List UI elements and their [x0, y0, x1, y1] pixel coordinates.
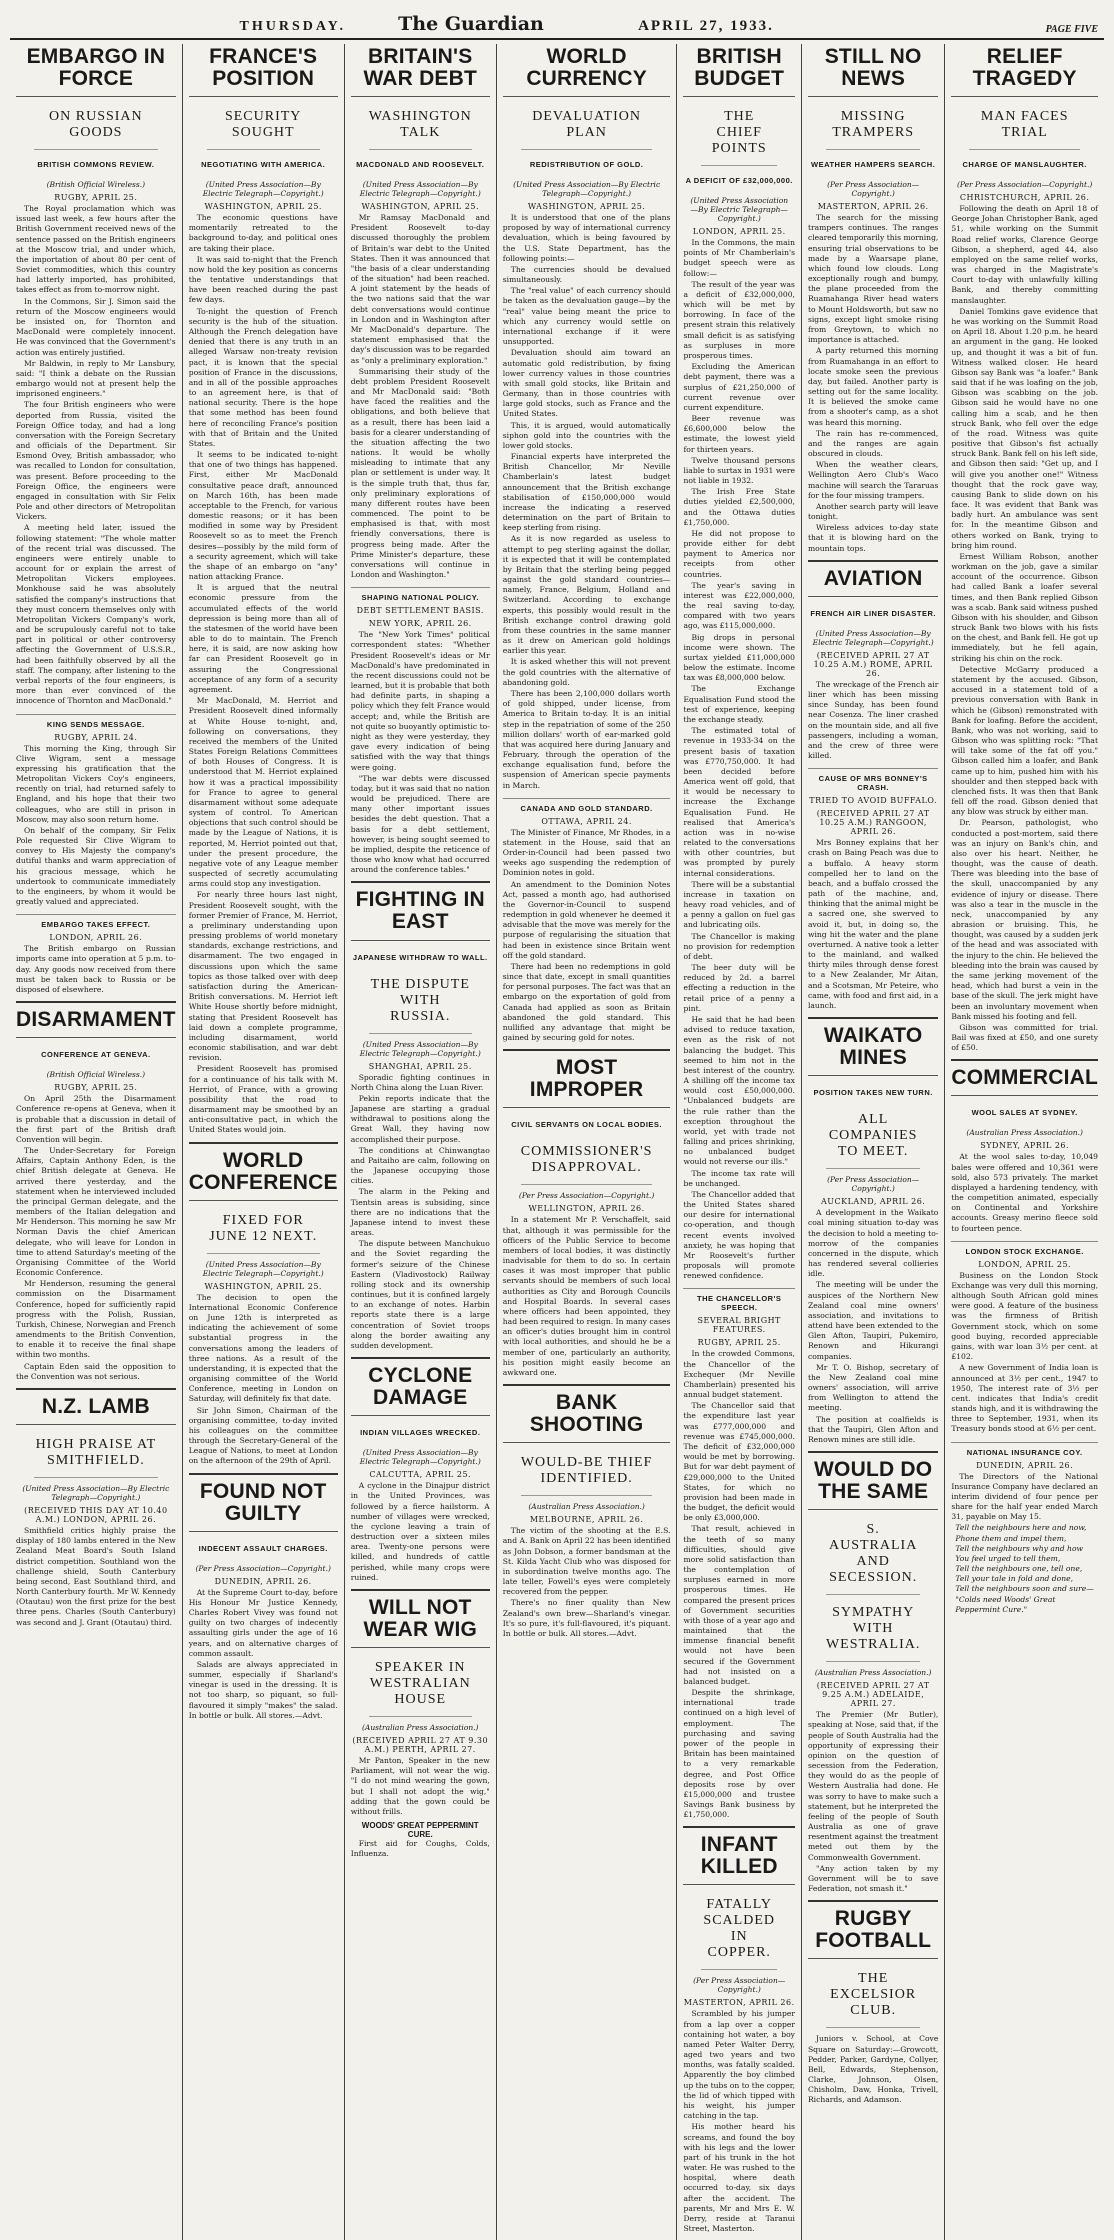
news-story	[503, 1384, 671, 1639]
story-credit: (United Press Association—By Electric Telegraph—Copyright.)	[513, 180, 661, 199]
verse-line: You feel urged to tell them,	[955, 1553, 1061, 1563]
story-subdeck: INDECENT ASSAULT CHARGES.	[198, 1543, 328, 1553]
story-credit: (Per Press Association—Copyright.)	[827, 180, 920, 199]
story-paragraph: The estimated total of revenue in 1933-34 on the present basis of taxation was £770,750,000. It had been decided before America went off gold, that it would be necessary to increase the Exchange Equalisation Fund. He realised that America's action was in no-wise related to the conversations with other countries, but was prompted by purely internal considerations.	[683, 726, 795, 878]
story-credit: (United Press Association—By Electric Telegraph—Copyright.)	[202, 180, 324, 199]
story-dateline: WASHINGTON, APRIL 25.	[527, 202, 646, 212]
column-6	[802, 44, 945, 2240]
story-credit: (Per Press Association—Copyright.)	[693, 1976, 786, 1995]
news-story	[189, 1142, 338, 1467]
story-dateline: (RECEIVED APRIL 27 AT 10.25 A.M.) ROME, APRIL 26.	[813, 650, 933, 678]
story-paragraph: He said that he had been advised to reduce taxation, even as the risk of not balancing the budget. This seemed to him not in the best interest of the country. A shilling off the income tax would cost £50,000,000. "Unbalanced budgets are the rule rather than the exception throughout the world, yet with trade not falling and prices shrinking, no unbalanced budget would not reverse our ills."	[683, 1014, 795, 1167]
story-paragraph: The year's saving in interest was £22,000,000, the real saving to-day, compared with two years ago, was £115,000,000.	[683, 580, 795, 631]
story-paragraph: The position at coalfields is that the Taupiri, Glen Afton and Renown mines are still idle.	[807, 1414, 939, 1444]
story-paragraph: His mother heard his screams, and found the boy with his legs and the lower part of his trunk in the hot water. He was rushed to the hospital, where death occurred to-day, six days after the accident. The parents, Mr and Mrs E. W. Derry, reside at Taranui Street, Masterton.	[683, 2122, 795, 2234]
verse-line: Tell the neighbours why and how	[955, 1543, 1084, 1553]
story-paragraph: It is asked whether this will not prevent the gold countries with the alternative of abandoning gold.	[502, 657, 671, 687]
news-story	[351, 1589, 490, 1859]
story-subdeck: CONFERENCE AT GENEVA.	[41, 1050, 151, 1060]
news-story	[16, 1001, 176, 1382]
sub-deck: TRIED TO AVOID BUFFALO.	[809, 796, 937, 806]
verse-line: Tell the neighbours soon and sure—	[955, 1584, 1094, 1594]
story-credit: (Australian Press Association.)	[528, 1502, 645, 1512]
story-headline: BRITAIN'S WAR DEBT	[351, 44, 490, 97]
column-2	[183, 44, 345, 2240]
story-paragraph: When the weather clears, Wellington Aero Club's Waco machine will search the Tararuas for the four missing trampers.	[807, 460, 939, 500]
story-subdeck: A DEFICIT OF £32,000,000.	[685, 176, 793, 186]
column-4	[497, 44, 678, 2240]
sub-paragraph: This morning the King, through Sir Clive Wigram, sent a message expressing his gratification that the Metropolitan Vickers Coy's engineers, recently on trial, had returned safely to England, and his hope that their two colleagues, who are still in prison in Moscow, may also soon return home.	[16, 743, 176, 824]
news-story	[683, 1826, 795, 2234]
story-deck: S. AUSTRALIA AND SECESSION.	[826, 1518, 920, 1595]
story-paragraph: The Chancellor added that the United States shared our desire for international co-operation, and though recent events involved anxiety, he was hoping that Mr Roosevelt's further proposals will promote renewed confidence.	[683, 1189, 795, 1281]
masthead-page-number: PAGE FIVE	[1045, 24, 1098, 35]
story-headline: BANK SHOOTING	[503, 1384, 671, 1443]
story-paragraph: A development in the Waikato coal mining situation to-day was the decision to hold a meeting to-morrow of the companies concerned in the dispute, which has rendered several collieries idle.	[807, 1208, 939, 1279]
story-dateline: SHANGHAI, APRIL 25.	[368, 1061, 472, 1071]
story-headline: N.Z. LAMB	[16, 1388, 176, 1425]
story-credit: (United Press Association—By Electric Telegraph—Copyright.)	[359, 1448, 481, 1467]
story-dateline: MASTERTON, APRIL 26.	[683, 1998, 795, 2008]
story-deck: THE CHIEF POINTS	[701, 105, 777, 166]
story-paragraph: At the Supreme Court to-day, before His Honour Mr Justice Kennedy, Charles Robert Vivey was found not guilty on two charges of indecently assaulting girls under the age of 16 years, and on alternative charges of common assault.	[188, 1587, 338, 1658]
story-credit: (United Press Association—By Electric Telegraph—Copyright.)	[202, 1259, 324, 1278]
story-subdeck: WOOL SALES AT SYDNEY.	[971, 1108, 1078, 1118]
story-credit: (Per Press Association—Copyright.)	[956, 180, 1093, 190]
story-paragraph: It is understood that one of the plans proposed by way of international currency devaluation, which is being favoured by the U.S. State Department, has the following points:—	[502, 213, 671, 263]
story-paragraph: President Roosevelt has promised for a continuance of his talk with M. Herriot, of France, with a growing possibility that the road to disarmament may be smoothed by an anti-consultative pact, in which the United States would join.	[188, 1064, 338, 1135]
story-paragraph: The Under-Secretary for Foreign Affairs, Captain Anthony Eden, is the chief British delegate at Geneva. He arrived there yesterday, and the statement when he interviewed included the principal German delegate, and the members of the Italian delegation and Mr Henderson. This morning he saw Mr Norman Davis the chief American delegate, who will leave for London in time to attend Saturday's meeting of the Organising Committee of the World Economic Conference.	[16, 1146, 176, 1278]
sub-paragraph: Despite the shrinkage, international trade continued on a high level of employment. The purchasing and saving power of the people in Britain has been maintained to a very remarkable degree, and Post Office deposits rose by over £15,000,000 and trustee Savings Bank business by £1,750,000.	[683, 1688, 795, 1820]
story-subdeck: WEATHER HAMPERS SEARCH.	[811, 160, 936, 170]
story-headline: WORLD CURRENCY	[503, 44, 671, 97]
story-paragraph: Summarising their study of the debt problem President Roosevelt and Mr MacDonald said: "Both have faced the realities and the obligations, and both believe that as a result, there has been laid a basis for a clearer understanding of the situation affecting the two nations. It would be wholly misleading to intimate that any plan or settlement is under way. It is the simple truth that, thus far, only preliminary explorations of many different routes have been commenced. The point to be emphasised is that, with most friendly conversations, there is progress being made. After the Prime Minister's departure, these conversations will continue in London and Washington."	[350, 366, 490, 580]
news-story	[503, 44, 671, 1043]
story-dateline: CALCUTTA, APRIL 25.	[369, 1470, 472, 1480]
story-paragraph: A party returned this morning from Ruamahanga in an effort to locate smoke seen the previous day, but failed. Another party is setting out for the same locality. It is believed the smoke came from a shooter's camp, as a shot was heard this morning.	[807, 346, 939, 427]
masthead-date: APRIL 27, 1933.	[638, 18, 774, 34]
story-credit: (Per Press Association—Copyright.)	[827, 1175, 920, 1194]
sub-dateline: LONDON, APRIL 26.	[49, 933, 143, 943]
story-deck: ON RUSSIAN GOODS	[34, 105, 158, 150]
story-subdeck: NEGOTIATING WITH AMERICA.	[201, 160, 326, 170]
story-paragraph: Mr Ramsay MacDonald and President Roosevelt to-day discussed thoroughly the problem of Britain's war debt to the United States. Then it was announced that "the basis of a clear understanding of the situation" had been reached. A joint statement by the heads of the two nations said that the war debt conversations would continue in London and in Washington after Mr MacDonald's departure. The statement emphasised that the day's discussion was to be regarded as "only a preliminary exploration."	[350, 213, 490, 365]
story-paragraph: Mr T. O. Bishop, secretary of the New Zealand coal mine owners' association, will arrive from Wellington to attend the meeting.	[807, 1362, 939, 1413]
story-subdeck: REDISTRIBUTION OF GOLD.	[529, 160, 644, 170]
sub-paragraph: The Chancellor said that the expenditure last year was £777,000,000 and revenue was £745,000,000. The deficit of £32,000,000 would be met by borrowing. But for war debt payment of £29,000,000 to the United States, for which no provision had been made in the budget, the deficit would be only £3,000,000.	[683, 1401, 795, 1523]
column-3	[345, 44, 497, 2240]
story-paragraph: The beer duty will be reduced by 2d. a barrel effecting a reduction in the retail price of a penny a pint.	[683, 963, 795, 1013]
story-paragraph: It is argued that the neutral economic pressure from the accumulated effects of the world depression is being more than all of the statesmen of the world have been able to do to maintain. The French here, it is said, are now asking how far can President Roosevelt go in assuring the Congressional acceptance of any form of a security agreement.	[188, 583, 338, 694]
news-story	[808, 1451, 938, 1894]
story-subdeck: MACDONALD AND ROOSEVELT.	[356, 160, 485, 170]
story-paragraph: Excluding the American debt payment, there was a surplus of £21,250,000 of current revenue over current expenditure.	[683, 362, 795, 412]
sub-paragraph: The "New York Times" political correspondent states: "Whether President Roosevelt's ideas or Mr MacDonald's have predominated in the recent discussions could not be learned, but it is probable that both had definite parts, in shaping a policy which they felt France would accept; and, while the British are not quite so buoyantly optimistic to-night as they were yesterday, they gave every indication of being satisfied with the way that things were going.	[350, 630, 490, 772]
sub-headline: NATIONAL INSURANCE COY.	[951, 1442, 1098, 1457]
story-paragraph: A meeting held later, issued the following statement: "The whole matter of the recent trial was discussed. The engineers were entirely unable to account for or explain the arrest of Metropolitan Vickers employees. Monkhouse said he was absolutely satisfied the company's instructions that they must concern themselves only with Metropolitan Vickers Company's work, and be scrupulously careful not to take part in political or other controversy affecting the Government of U.S.S.R., had been faithfully observed by all the staff. The company, after listening to the verbal reports of the four engineers, is more than ever convinced of the innocence of Thornton and MacDonald."	[16, 523, 176, 706]
story-deck: THE EXCELSIOR CLUB.	[826, 1967, 920, 2028]
story-paragraph: On April 25th the Disarmament Conference re-opens at Geneva, when it is probable that a discussion in detail of the first part of the British draft Convention will begin.	[16, 1094, 176, 1144]
story-paragraph: For nearly three hours last night, President Roosevelt sought, with the former Premier of France, M. Herriot, a preliminary understanding upon pressing problems of world monetary standards, exchange restrictions, and disarmament. The two engaged in discussions upon which the same topics as those talked over with deep satisfaction during the American-British conversations. M. Herriot left White House shortly before midnight, stating that President Roosevelt has laid down a complete programme, including disarmament, world economic stabilisation, and war debt revision.	[188, 890, 338, 1063]
story-deck-secondary: THE DISPUTE WITH RUSSIA.	[369, 973, 472, 1034]
news-story	[951, 1059, 1098, 1615]
news-story	[808, 44, 938, 554]
story-paragraph: As it is now regarded as useless to attempt to peg sterling against the dollar, it is expected that it will be contemplated by Britain that the sterling being pegged against the gold standard countries—namely, France, Belgium, Holland and Switzerland. According to exchange experts, this possibly would result in the British exchange control drawing gold from these countries in the same manner as it drew on American gold holdings earlier this year.	[502, 534, 671, 656]
columns	[10, 44, 1104, 2234]
story-credit: (British Official Wireless.)	[46, 1070, 146, 1080]
story-paragraph: Mr Baldwin, in reply to Mr Lansbury, said: "I think a debate on the Russian embargo would not at present help the imprisoned engineers."	[16, 358, 176, 399]
story-paragraph: The result of the year was a deficit of £32,000,000, which will be met by borrowing. In face of the present strain this relatively small deficit is as satisfying as surpluses in more prosperous times.	[683, 279, 795, 360]
story-headline: EMBARGO IN FORCE	[16, 44, 176, 97]
advertisement-text: Salads are always appreciated in summer, especially if Sharland's vinegar is used in the dressing. It is not too sharp, so piquant, so full-flavoured it simply "makes" the salad. In bottle or bulk. All stores.—Advt.	[188, 1659, 338, 1720]
story-deck: HIGH PRAISE AT SMITHFIELD.	[34, 1433, 158, 1478]
story-paragraph: The currencies should be devalued simultaneously.	[502, 264, 671, 285]
story-deck: MAN FACES TRIAL	[969, 105, 1080, 150]
story-credit: (Per Press Association—Copyright.)	[518, 1191, 655, 1201]
masthead	[10, 10, 1104, 40]
story-headline: STILL NO NEWS	[808, 44, 938, 97]
story-deck: SPEAKER IN WESTRALIAN HOUSE	[369, 1656, 472, 1717]
story-paragraph: It seems to be indicated to-night that one of two things has happened. First, either Mr MacDonald consultative peace draft, announced on March 16th, has been made acceptable to the French, for various domestic reasons; or it has been modified in some way by President Roosevelt so as to meet the French desires—possibly by the mild form of a security agreement, which will take the shape of an embargo on "any" nation attacking France.	[188, 450, 338, 582]
story-deck-secondary: COMMISSIONER'S DISAPPROVAL.	[521, 1140, 653, 1185]
story-dateline: WASHINGTON, APRIL 25.	[361, 202, 479, 212]
news-story	[808, 1017, 938, 1445]
story-paragraph: The four British engineers who were deported from Russia, visited the Foreign Office today, and had a long conversation with the Foreign Secretary and officials of the Department. Sir Esmond Ovey, British ambassador, who was recalled to London for consultation, was present. Before proceeding to the Foreign Office, the engineers were engaged in consultation with Sir Felix Pole and other directors of Metropolitan Vickers.	[16, 400, 176, 522]
sub-paragraph: Business on the London Stock Exchange was very dull this morning, although South African gold mines were good. A feature of the business was the firmness of British Government stock, which on some good buying, recorded appreciable gains, with war loan 3½ per cent. at £102.	[951, 1270, 1098, 1362]
story-paragraph: The wreckage of the French air liner which has been missing since Sunday, has been found near Cosenza. The liner crashed on the mountain side, and all five passengers, including a woman, and the crew of three were killed.	[807, 679, 939, 761]
story-paragraph: Mr MacDonald, M. Herriot and President Roosevelt dined informally at White House to-night, and, following on conversations, they received the members of the United States Foreign Relations Committees of both Houses of Congress. It is understood that M. Herriot explained how it was a practical impossibility for France to agree to general disarmament without some adequate system of control. To American objections that such control should be made by the League of Nations, it is reported, M. Herriot pointed out that, under the present procedure, the negative vote of any League member suspected of secretly accumulating arms could stop any investigation.	[188, 696, 338, 889]
story-dateline: CHRISTCHURCH, APRIL 26.	[959, 193, 1090, 203]
story-paragraph: The Exchange Equalisation Fund stood the test of experience, keeping the exchange steady.	[683, 684, 795, 724]
sub-headline: SHAPING NATIONAL POLICY.	[351, 587, 490, 602]
story-paragraph: The Irish Free State duties yielded £2,500,000, and the Ottawa duties £1,750,000.	[683, 487, 795, 527]
story-subdeck: CIVIL SERVANTS ON LOCAL BODIES.	[511, 1120, 663, 1130]
story-paragraph: Captain Eden said the opposition to the Convention was not serious.	[16, 1361, 176, 1381]
story-deck: WASHINGTON TALK	[369, 105, 472, 150]
story-paragraph: He did not propose to provide either for debt payment to America nor receipts from other countries.	[683, 528, 795, 579]
sub-paragraph: A new Government of India loan is announced at 3½ per cent., 1947 to 1950, The interest rate of 3½ per cent. indicates that India's credit stands high, and it is withdrawing the three to September, 1931, when its Treasury bonds stood at 6½ per cent.	[951, 1363, 1098, 1434]
story-credit: (Per Press Association—Copyright.)	[195, 1563, 331, 1573]
story-subdeck: POSITION TAKES NEW TURN.	[813, 1088, 933, 1098]
sub-paragraph: The British embargo on Russian imports came into operation at 5 p.m. to-day. Any goods now received from there must be taken back to Russia or be disposed of elsewhere.	[16, 944, 176, 994]
column-7	[945, 44, 1104, 2240]
story-paragraph: To-night the question of French security is the hub of the situation. Although the French delegation have denied that there is any truth in an alleged Warsaw non-treaty revision pact, it is known that the special position of France in the discussions, and in all of the possible approaches to an agreement here, is that of national security. There is the hope that some method has been found here of reconciling France's position with that of Britain and the United States.	[188, 306, 338, 448]
story-paragraph: The meeting will be under the auspices of the Northern New Zealand coal mine owners' association, and invitations to attend have been extended to the Glen Afton, Taupiri, Pukemiro, Renown and Hikurangi companies.	[807, 1280, 939, 1361]
story-paragraph: It was said to-night that the French now hold the key position as concerns the tentative understandings that have been reached during the past few days.	[188, 254, 338, 305]
story-paragraph: "Any action taken by my Government will be to save Federation, not smash it."	[807, 1863, 939, 1894]
story-dateline: WASHINGTON, APRIL 25.	[204, 1281, 322, 1291]
story-deck: SECURITY SOUGHT	[207, 105, 320, 150]
story-paragraph: Daniel Tomkins gave evidence that he was working on the Summit Road on April 18. About 1.20 p.m. he heard an argument in the gang. He looked up, and thought it was a bit of fun. Witness walked closer. He heard Gibson say Bank was "a loafer." Bank said that if he was loafing on the job, Gibson was scabbing on the job. Gibson said he would have no one calling him a scab, and he then struck Bank, who fell over the edge of the road. Witness was quite positive that Gibson's fist actually struck Bank. Bank fell on his left side, and Gibson then said: "Get up, and I will give you another one!" Witness thought that the rock gave way, causing Bank to slide down on his face. It was evident that Bank was badly hurt. An ambulance was sent for. In the meantime Gibson and others worked on Bank, trying to bring him round.	[951, 306, 1098, 550]
story-paragraph: Smithfield critics highly praise the display of 180 lambs entered in the New Zealand Meat Board's South Island district competition. Southland won the challenge shield, South Canterbury being second, East Southland third, and North Canterbury fourth. Mr W. Kennedy (Otautau) won the first prize for the best three pens. Charles (South Canterbury) was second and J. Grant (Otautau) third.	[16, 1526, 176, 1627]
story-paragraph: In a statement Mr P. Verschaffelt, said that, although it was permissible for the officers of the Public Service to become members of local bodies, it was distinctly inadvisable for them to do so. In certain cases it was most improper that public servants should be members of such local authorities as City and Borough Councils and Hospital Boards. In several cases where officers had been appointed, they had been required to resign. In many cases an officer's duties brought him in control with local authorities, and should he be a member of one, particularly an authority, his position might easily become an awkward one.	[502, 1215, 671, 1377]
story-paragraph: There will be a substantial increase in taxation on heavy road vehicles, and of a penny a gallon on fuel gas and lubricating oils.	[683, 879, 795, 930]
advertisement-verse	[951, 1523, 1098, 1615]
verse-line: Tell your tale in fold and done,	[955, 1574, 1074, 1584]
story-paragraph: Another search party will leave tonight.	[807, 501, 939, 522]
news-story	[808, 1900, 938, 2105]
story-paragraph: Scrambled by his jumper from a lap over a copper containing hot water, a boy named Peter Walter Derry, aged two years and two months, was fatally scalded. Apparently the boy climbed up the tubs on to the copper, the lid of which tipped with his weight, his jumper catching in the tap.	[683, 2009, 795, 2121]
sub-paragraph: There had been no redemptions in gold since that date, except in small quantities for personal purposes. The fact was that an embargo on the exportation of gold from Canada had applied as soon as Britain abandoned the gold standard. This nullified any advantage that might be gained by securing gold for notes.	[502, 961, 671, 1043]
story-paragraph: There has been 2,100,000 dollars worth of gold shipped, under license, from America to Britain to-day. It is an initial step in the repatriation of some of the 250 million dollars' worth of ear-marked gold that was acquired here during January and February, through the operation of the exchange equalisation fund, before the suspension of American specie payments in March.	[502, 689, 671, 790]
story-deck: FIXED FOR JUNE 12 NEXT.	[207, 1209, 320, 1254]
advertisement-text: First aid for Coughs, Colds, Influenza.	[350, 1839, 490, 1859]
story-paragraph: Pekin reports indicate that the Japanese are starting a gradual withdrawal to positions along the Great Wall, they having now accomplished their purpose.	[350, 1093, 490, 1144]
masthead-day: THURSDAY.	[239, 19, 346, 34]
story-paragraph: The economic questions have momentarily retreated to the background to-day, and political ones are taking their place.	[188, 213, 338, 253]
story-credit: (Australian Press Association.)	[814, 1668, 932, 1678]
story-credit: (United Press Association—By Electric Telegraph—Copyright.)	[690, 196, 789, 224]
sub-headline: EMBARGO TAKES EFFECT.	[16, 914, 176, 929]
sub-dateline: RUGBY, APRIL 24.	[54, 732, 138, 742]
story-paragraph: Ernest William Robson, another workman on the job, gave a similar account of the occurrence. Gibson had called Bank a loafer several times, and then Bank replied Gibson was a scab. Bank said witness pushed Gibson with his shoulder, and Gibson struck Bank two blows with his fists on the chest, and Bank fell. He got up immediately, but he fell again, striking his chin on the rock.	[951, 551, 1098, 663]
story-credit: (United Press Association—By Electric Telegraph—Copyright.)	[22, 1484, 170, 1503]
story-paragraph: Sporadic fighting continues in North China along the Luan River.	[350, 1072, 490, 1092]
story-paragraph: The search for the missing trampers continues. The ranges cleared temporarily this morning, ensuring trial observations to be made by a Waarsape plane, which found low clouds. Long exceptionally rough and bumpy, the plane proceeded from the Ruamahanga River head waters to Mount Holdsworth, but saw no signs, except light smoke rising from Greytown, to which no importance is attached.	[807, 213, 939, 345]
story-headline: CYCLONE DAMAGE	[351, 1357, 490, 1416]
sub-dateline: OTTAWA, APRIL 24.	[541, 816, 632, 826]
story-deck: WOULD-BE THIEF IDENTIFIED.	[521, 1451, 653, 1496]
story-credit: (Australian Press Association.)	[361, 1723, 479, 1733]
story-dateline: RUGBY, APRIL 25.	[54, 1083, 138, 1093]
story-dateline: (RECEIVED APRIL 27 AT 9.25 A.M.) ADELAIDE, APRIL 27.	[816, 1681, 930, 1709]
story-headline: RELIEF TRAGEDY	[951, 44, 1098, 97]
story-paragraph: Big drops in personal income were shown. The surtax yielded £11,000,000 below the estimate. Income tax was £8,000,000 below.	[683, 632, 795, 683]
story-dateline: AUCKLAND, APRIL 26.	[820, 1197, 926, 1207]
news-story	[351, 44, 490, 875]
story-credit: (United Press Association—By Electric Telegraph—Copyright.)	[359, 1039, 481, 1058]
story-headline: WAIKATO MINES	[808, 1017, 938, 1076]
story-dateline: WASHINGTON, APRIL 25.	[204, 202, 322, 212]
sub-dateline: (RECEIVED APRIL 27 AT 10.25 A.M.) RANGOON, APRIL 26.	[816, 809, 930, 837]
story-headline: WOULD DO THE SAME	[808, 1451, 938, 1510]
story-headline: WILL NOT WEAR WIG	[351, 1589, 490, 1648]
story-paragraph: Mr Henderson, resuming the general commission on the Disarmament Conference, hoped for sufficiently rapid progress with the Polish, Russian, Turkish, Chinese, Norwegian and French amendments to the British Convention, to enable it to receive the final shape within two months.	[16, 1279, 176, 1360]
story-paragraph: Gibson was committed for trial. Bail was fixed at £50, and one surety of £50.	[951, 1022, 1098, 1053]
story-paragraph: In the Commons, Sir J. Simon said the return of the Moscow engineers would be insisted on, for Thornton and MacDonald were completely innocent. He was convinced that the Government's action was entirely justified.	[16, 296, 176, 357]
story-headline: WORLD CONFERENCE	[189, 1142, 338, 1201]
news-story	[951, 44, 1098, 1053]
story-deck: MISSING TRAMPERS	[826, 105, 920, 150]
sub-headline: THE CHANCELLOR'S SPEECH.	[683, 1288, 795, 1312]
sub-headline: CANADA AND GOLD STANDARD.	[503, 798, 671, 813]
story-paragraph: Dr. Pearson, pathologist, who conducted a post-mortem, said there was an injury on Bank's chin, and also over his heart. Neither, he thought, was the cause of death. There was bleeding into the base of the skull, unaccompanied by any evidence of injury or disease. There was also a tear in the muscle in the neck, unaccompanied by any abrasion or bruising. This, he thought, was caused by a sudden jerk of the head and was associated with the injury to the chin. He believed the bleeding into the brain was caused by the same jerking movement of the head, which had burst a vein in the base of the skull. The jerk might have been an involuntary movement when Bank missed his footing and fell.	[951, 818, 1099, 1021]
story-headline: FIGHTING IN EAST	[351, 881, 490, 940]
story-subdeck: CHARGE OF MANSLAUGHTER.	[962, 160, 1087, 170]
story-headline: DISARMAMENT	[16, 1001, 176, 1038]
story-paragraph: A cyclone in the Dinajpur district in the United Provinces, was followed by a fierce hailstorm. A number of villages were wrecked, the cyclone leaving a train of destruction over a sixteen miles area. Twenty-one persons were killed, and hundreds of cattle perished, while many crops were ruined.	[350, 1481, 490, 1582]
story-paragraph: Sir John Simon, Chairman of the organising committee, to-day invited his colleagues on the committee through the Secretary-General of the League of Nations, to meet at London on the afternoon of the 29th of April.	[188, 1405, 338, 1466]
news-story	[503, 1049, 671, 1378]
news-story	[351, 1357, 490, 1583]
sub-paragraph: In the crowded Commons, the Chancellor of the Exchequer (Mr Neville Chamberlain) presented his annual budget statement.	[683, 1349, 795, 1400]
story-paragraph: Wireless advices to-day state that it is blowing hard on the mountain tops.	[807, 523, 939, 553]
story-subdeck: BRITISH COMMONS REVIEW.	[37, 160, 155, 170]
news-story	[189, 44, 338, 1136]
story-paragraph: In the Commons, the main points of Mr Chamberlain's budget speech were as follow:—	[683, 238, 795, 278]
column-5	[677, 44, 802, 2240]
story-headline: FOUND NOT GUILTY	[189, 1473, 338, 1532]
sub-paragraph: An amendment to the Dominion Notes Act, passed a month ago, had authorised the Governor-in-Council to suspend redemption in gold whenever he deemed it advisable that the move was merely for the purpose of regularising the situation that had been in existence since Britain went off the gold standard.	[502, 879, 671, 960]
story-deck-secondary: SYMPATHY WITH WESTRALIA.	[826, 1601, 920, 1662]
story-paragraph: This, it is argued, would automatically siphon gold into the countries with the lower gold stocks.	[502, 420, 671, 450]
story-dateline: DUNEDIN, APRIL 26.	[214, 1576, 312, 1586]
story-paragraph: The Premier (Mr Butler), speaking at Nose, said that, if the people of South Australia had the opportunity of expressing their opinion on the question of secession from the Federation, they would do as the people of Western Australia had done. He was sorry to have to make such a statement, but he interpreted the feeling of the people of South Australia as one of grave resentment against the treatment meted out them by the Commonwealth Government.	[807, 1710, 939, 1862]
advertisement-text: There's no finer quality than New Zealand's own brew—Sharland's vinegar. It's so pure, it's full-flavoured, it's piquant. In bottle or bulk. All stores.—Advt.	[502, 1598, 671, 1638]
story-credit: (United Press Association—By Electric Telegraph—Copyright.)	[359, 180, 481, 199]
story-paragraph: Mr Panton, Speaker in the new Parliament, will not wear the wig. "I do not mind wearing the gown, but I shall not adopt the wig," adding that the gown could be without frills.	[350, 1756, 490, 1816]
story-headline: AVIATION	[808, 560, 938, 597]
story-paragraph: Twelve thousand persons liable to surtax in 1931 were not liable in 1932.	[683, 455, 795, 486]
story-paragraph: Juniors v. School, at Cove Square on Saturday:—Growcott, Pedder, Parker, Gardyne, Collyer, Bell, Edwards, Stephenson, Clarke, Johnson, Olsen, Chisholm, Daw, Honka, Trivell, Richards, and Adamson.	[807, 2034, 939, 2105]
news-story	[16, 1388, 176, 1628]
verse-line: Phone them and impel them,	[955, 1533, 1067, 1543]
story-paragraph: The alarm in the Peking and Tientsin areas is subsiding, since there are no indications that the Japanese intend to invest these areas.	[350, 1187, 490, 1238]
story-headline: BRITISH BUDGET	[683, 44, 795, 97]
story-subdeck: JAPANESE WITHDRAW TO WALL.	[352, 952, 488, 962]
story-dateline: (RECEIVED APRIL 27 AT 9.30 A.M.) PERTH, APRIL 27.	[352, 1736, 489, 1755]
sub-paragraph: "The war debts were discussed today, but it was said that no nation would be prejudiced. There are many other important issues besides the debt question. That a basis for a debt settlement, however, is being sought seemed to be implied, despite the reticence of those who know what had occurred around the conference tables."	[350, 773, 490, 875]
sub-deck: SEVERAL BRIGHT FEATURES.	[697, 1316, 781, 1335]
story-credit: (British Official Wireless.)	[46, 180, 146, 190]
sub-paragraph: That result, achieved in the teeth of so many difficulties, should give more solid satisfaction than the contemplation of surpluses earned in more prosperous times. He compared the present prices of Government securities with those of a year ago and maintained that the immense financial benefit would not have been secured if the Government had not insisted on a balanced budget.	[683, 1524, 795, 1686]
story-dateline: LONDON, APRIL 25.	[692, 227, 786, 237]
story-headline: RUGBY FOOTBALL	[808, 1900, 938, 1959]
sub-headline: KING SENDS MESSAGE.	[16, 714, 176, 729]
sub-paragraph: On behalf of the company, Sir Felix Pole requested Sir Clive Wigram to convey to His Majesty the company's dutiful thanks and warm appreciation of his gracious message, which he undertook to communicate immediately to the engineers, by whom it would be greatly valued and appreciated.	[16, 825, 176, 907]
news-story	[189, 1473, 338, 1721]
story-subdeck: INDIAN VILLAGES WRECKED.	[360, 1428, 481, 1438]
story-paragraph: The "real value" of each currency should be taken as the devaluation gauge—by the "real" value being meant the price to which any currency would settle on international exchange if it were unsupported.	[502, 286, 671, 347]
sub-dateline: DUNEDIN, APRIL 26.	[976, 1460, 1074, 1470]
story-paragraph: The income tax rate will be unchanged.	[683, 1168, 795, 1188]
column-1	[10, 44, 183, 2240]
story-paragraph: Devaluation should aim toward an automatic gold redistribution, by fixing lower currency values in those countries with small gold stocks, like Britain and Germany, than in those countries with large gold stocks, such as France and the United States.	[502, 348, 671, 419]
story-paragraph: Detective McGarry produced a statement by the accused. Gibson, accused in a statement told of a previous conversation with Bank in which he (Gibson) remonstrated with Bank for loafing. Before the accident, Bank, who was not working, said to Gibson who was splitting rock: "That will take some of the fat off you." Gibson called him a loafer, and Bank came up to him, pushed him with his shoulder and then stepped back with clenched fists. It was then that Bank fell off the road. Gibson denied that any blow was struck by either man.	[951, 664, 1098, 817]
sub-dateline: NEW YORK, APRIL 26.	[368, 619, 472, 629]
story-paragraph: The victim of the shooting at the E.S. and A. Bank on April 22 has been identified as John Dobson, a former bandsman at the St. Kilda Yacht Club who was disposed for in subordination twelve months ago. The late teller, Fowell's eyes were completely recovered from the pepper.	[502, 1526, 671, 1597]
advertisement-title: WOODS' GREAT PEPPERMINT CURE.	[361, 1821, 479, 1840]
verse-line: Tell the neighbours one, tell one,	[955, 1564, 1083, 1574]
sub-dateline: RUGBY, APRIL 25.	[697, 1338, 781, 1348]
story-paragraph: Following the death on April 18 of George Johan Christopher Bank, aged 51, while working on the Summit Road relief works, Clarence George Gibson, a shepherd, aged 44, also employed on the same relief works, was charged in the Magistrate's Court to-day with unlawfully killing Bank, and thereby committing manslaughter.	[951, 204, 1098, 305]
story-paragraph: The decision to open the International Economic Conference on June 12th is interpreted as indicating the achievement of some substantial progress in the conversations among the leaders of three nations. As a result of the understanding, it is expected that the organising committee of the World Conference, meeting in London on Saturday, will definitely fix that date.	[188, 1292, 338, 1404]
story-paragraph: Beer revenue was £6,600,000 below the estimate, the lowest yield for thirteen years.	[683, 414, 795, 454]
story-dateline: SYDNEY, APRIL 26.	[980, 1141, 1070, 1151]
story-paragraph: Financial experts have interpreted the British Chancellor, Mr Neville Chamberlain's latest budget announcement that the British exchange stabilisation of £150,000,000 would increase the indicating a reserved determination on the part of Britain to keep sterling from rising.	[502, 452, 671, 533]
story-deck-secondary: ALL COMPANIES TO MEET.	[826, 1108, 920, 1169]
story-headline: MOST IMPROPER	[503, 1049, 671, 1108]
news-story	[808, 560, 938, 1011]
sub-headline: CAUSE OF MRS BONNEY'S CRASH.	[808, 768, 938, 792]
story-subdeck: FRENCH AIR LINER DISASTER.	[810, 608, 936, 618]
story-headline: FRANCE'S POSITION	[189, 44, 338, 97]
sub-dateline: LONDON, APRIL 25.	[978, 1259, 1072, 1269]
story-deck: FATALLY SCALDED IN COPPER.	[701, 1893, 777, 1970]
news-story	[351, 881, 490, 1351]
story-credit: (United Press Association—By Electric Telegraph—Copyright.)	[812, 628, 934, 647]
story-paragraph: The Royal proclamation which was issued last week, a few hours after the British Government received news of the sentence passed on the British engineers at the Moscow trial, and under which, the importation of about 80 per cent of Soviet commodities, which this country had latterly imported, has prohibited, takes effect as from to-morrow night.	[16, 204, 176, 295]
masthead-paper-title: The Guardian	[398, 13, 544, 35]
story-credit: (Australian Press Association.)	[966, 1128, 1083, 1138]
story-paragraph: The dispute between Manchukuo and the Soviet regarding the former's seizure of the Chinese Eastern (Vladivostock) Railway rolling stock and its ownership continues, but it is confined largely to an exchange of notes. Harbin reports state there is a large concentration of Soviet troops along the border awaiting any sudden development.	[350, 1239, 490, 1350]
sub-deck: DEBT SETTLEMENT BASIS.	[356, 606, 484, 616]
story-headline: INFANT KILLED	[683, 1826, 795, 1885]
story-dateline: (RECEIVED THIS DAY AT 10.40 A.M.) LONDON, APRIL 26.	[24, 1506, 168, 1525]
story-deck: DEVALUATION PLAN	[521, 105, 653, 150]
sub-paragraph: The Directors of the National Insurance Company have declared an interim dividend of four pence per share for the half year ended March 31, payable on May 15.	[951, 1471, 1098, 1522]
story-paragraph: The rain has re-commenced, and the ranges are again obscured in clouds.	[807, 428, 939, 459]
story-paragraph: The conditions at Chinwangtao and Paitaiho are calm, following on the Japanese occupying those cities.	[350, 1145, 490, 1186]
news-story	[16, 44, 176, 995]
story-headline: COMMERCIAL	[951, 1059, 1098, 1096]
story-dateline: MELBOURNE, APRIL 26.	[529, 1515, 644, 1525]
story-paragraph: At the wool sales to-day, 10,049 bales were offered and 10,361 were sold, also 573 privately. The market displayed a hardening tendency, with the competition animated, especially on Continental and Yorkshire accounts. Greasy merino fleece sold to fourteen pence.	[951, 1152, 1098, 1233]
verse-line: "Colds need Woods' Great Peppermint Cure."	[955, 1594, 1056, 1614]
sub-paragraph: The Minister of Finance, Mr Rhodes, in a statement in the House, said that an Order-in-Council had been passed two weeks ago suspending the redemption of Dominion notes in gold.	[502, 827, 671, 878]
story-dateline: WELLINGTON, APRIL 26.	[528, 1204, 645, 1214]
story-dateline: RUGBY, APRIL 25.	[54, 193, 138, 203]
story-paragraph: The Chancellor is making no provision for redemption of debt.	[683, 931, 795, 961]
story-dateline: MASTERTON, APRIL 26.	[817, 202, 929, 212]
sub-paragraph: Mrs Bonney explains that her crash on Baing Peach was due to a buffalo. A heavy storm compelled her to land on the beach, and a buffalo crossed the path of the machine, and, thinking that the animal might be a sacred one, she swerved to avoid it, but, in doing so, the wing hit the water and the plane overturned. A native took a letter to the mainland, and walked thirty miles through dense forest to a New Zealander, Mr Aitan, and a Scotsman, Mr Peteire, who came, with food and first aid, in a launch.	[807, 838, 939, 1010]
verse-line: Tell the neighbours here and now,	[955, 1523, 1087, 1533]
news-story	[683, 44, 795, 1820]
sub-headline: LONDON STOCK EXCHANGE.	[951, 1241, 1098, 1256]
